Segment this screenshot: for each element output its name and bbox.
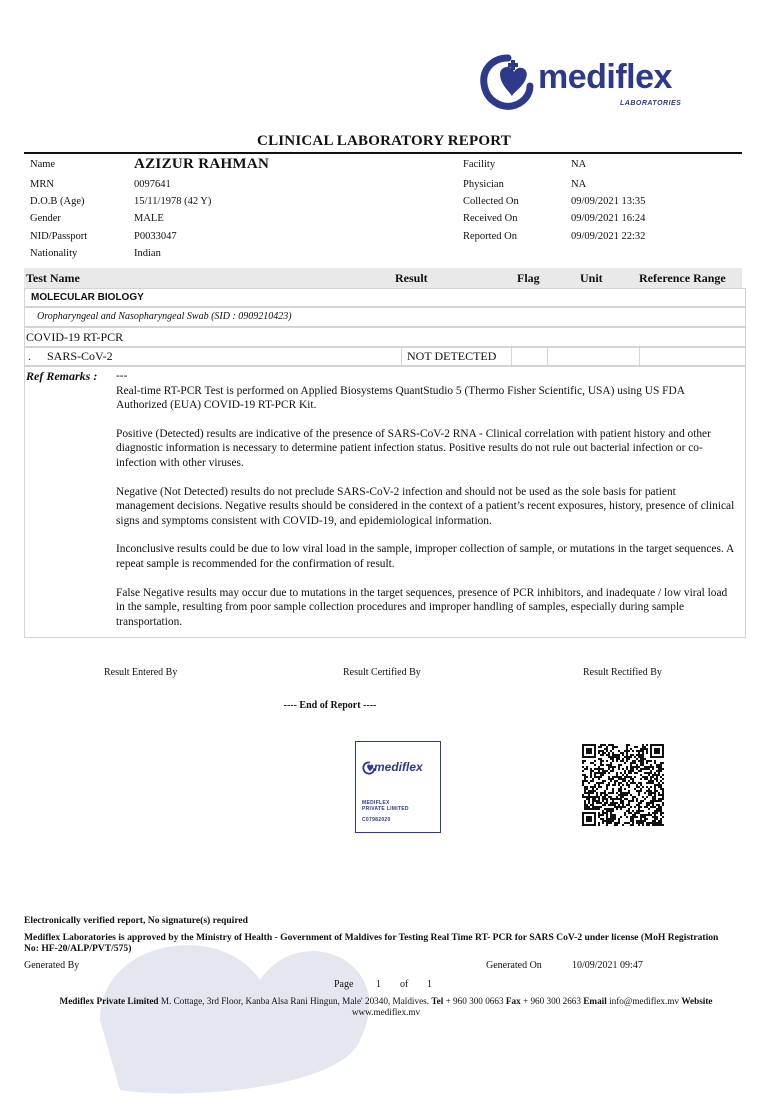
patient-nid: P0033047 [134, 231, 177, 242]
tel-value: + 960 300 0663 [443, 996, 506, 1006]
page-current: 1 [376, 979, 381, 990]
received-on: 09/09/2021 16:24 [571, 213, 646, 224]
remarks-paragraph: Real-time RT-PCR Test is performed on Applied Biosystems QuantStudio 5 (Thermo Fisher Scientific, USA) using US FDA Authorized (EUA) COVID-19 RT-PCR Kit. [116, 384, 685, 412]
row-result: NOT DETECTED [407, 349, 497, 363]
remarks-text [116, 369, 736, 643]
specimen-label: Oropharyngeal and Nasopharyngeal Swab (SID : 0909210423) [37, 311, 292, 322]
label-nid: NID/Passport [30, 231, 88, 242]
stamp-line2: PRIVATE LIMITED [362, 806, 409, 812]
stamp-line1: MEDIFLEX [362, 800, 390, 806]
flag-cell [511, 348, 548, 365]
col-test-name: Test Name [26, 271, 80, 285]
section-label: MOLECULAR BIOLOGY [31, 292, 144, 303]
label-collected: Collected On [463, 196, 519, 207]
company-address: M. Cottage, 3rd Floor, Kanba Alsa Rani Hingun, Male' 20340, Maldives. [158, 996, 432, 1006]
col-reference: Reference Range [639, 271, 726, 285]
stamp-line3: C07982020 [362, 817, 391, 823]
label-name: Name [30, 159, 56, 170]
logo-wordmark: mediflex [538, 58, 672, 96]
end-of-report: ---- End of Report ---- [283, 700, 377, 711]
result-entered-by: Result Entered By [104, 667, 178, 678]
remarks-dash: --- [116, 370, 128, 382]
specimen-row [24, 307, 746, 327]
patient-nationality: Indian [134, 248, 161, 259]
logo-subtitle: LABORATORIES [620, 100, 682, 107]
test-group-row [24, 327, 746, 347]
label-reported: Reported On [463, 231, 517, 242]
col-flag: Flag [517, 271, 540, 285]
company-name: Mediflex Private Limited [59, 996, 159, 1006]
email-value[interactable]: info@mediflex.mv [606, 996, 682, 1006]
generated-by-label: Generated By [24, 960, 80, 971]
row-bullet: . [28, 349, 31, 363]
tel-label: Tel [431, 996, 444, 1006]
results-table-header [24, 268, 742, 288]
approval-note: Mediflex Laboratories is approved by the Ministry of Health - Government of Maldives for Testing Real Time RT- PCR for SARS CoV-2 under license (MoH Registration No: HF-20/ALP/PVT/575) [24, 932, 719, 954]
remarks-paragraph: False Negative results may occur due to mutations in the target sequences, presence of PCR inhibitors, and inadequate / low viral load in the sample, resulting from poor sample collection procedures and improper handling of samples, especially during sample transportation. [116, 586, 728, 628]
website-value[interactable]: www.mediflex.mv [351, 1007, 421, 1017]
label-dob: D.O.B (Age) [30, 196, 85, 207]
email-label: Email [583, 996, 607, 1006]
row-test-name: SARS-CoV-2 [47, 349, 113, 363]
patient-name: AZIZUR RAHMAN [134, 156, 270, 172]
reference-cell [639, 348, 746, 365]
label-received: Received On [463, 213, 518, 224]
unit-cell [547, 348, 640, 365]
remarks-paragraph: Negative (Not Detected) results do not preclude SARS-CoV-2 infection and should not be used as the sole basis for patient management decisions. Negative results should be considered in the context of a patient’s recent exposures, history, presence of clinical signs and symptoms consistent with COVID-19, and epidemiological information. [116, 485, 735, 527]
label-facility: Facility [463, 159, 496, 170]
patient-physician: NA [571, 179, 587, 190]
col-result: Result [395, 271, 428, 285]
result-cell [401, 348, 510, 365]
result-rectified-by: Result Rectified By [583, 667, 662, 678]
patient-dob: 15/11/1978 (42 Y) [134, 196, 212, 207]
result-certified-by: Result Certified By [343, 667, 421, 678]
fax-value: + 960 300 2663 [520, 996, 584, 1006]
page-of: of [400, 979, 409, 990]
generated-on: 10/09/2021 09:47 [572, 960, 643, 971]
company-address-line [24, 996, 748, 1018]
website-label: Website [681, 996, 713, 1006]
generated-on-label: Generated On [486, 960, 542, 971]
page-label: Page [334, 979, 354, 990]
label-gender: Gender [30, 213, 61, 224]
table-row [24, 347, 746, 366]
remarks-paragraph: Positive (Detected) results are indicative of the presence of SARS-CoV-2 RNA - Clinical correlation with patient history and other diagnostic information is necessary to determine patient infection status. Positive results do not rule out bacterial infection or co-infection with other viruses. [116, 427, 711, 469]
remarks-label: Ref Remarks : [26, 369, 98, 383]
label-physician: Physician [463, 179, 504, 190]
title-divider [24, 152, 742, 154]
page-total: 1 [427, 979, 432, 990]
patient-facility: NA [571, 159, 587, 170]
fax-label: Fax [505, 996, 521, 1006]
reported-on: 09/09/2021 22:32 [571, 231, 646, 242]
col-unit: Unit [580, 271, 603, 285]
verified-note: Electronically verified report, No signature(s) required [24, 915, 249, 926]
patient-mrn: 0097641 [134, 179, 171, 190]
test-group-name: COVID-19 RT-PCR [26, 330, 124, 344]
qr-code [582, 743, 664, 827]
label-mrn: MRN [30, 179, 54, 190]
label-nationality: Nationality [30, 248, 78, 259]
collected-on: 09/09/2021 13:35 [571, 196, 646, 207]
company-stamp [355, 741, 441, 833]
mediflex-logo-icon [478, 52, 538, 112]
patient-gender: MALE [134, 213, 164, 224]
stamp-name: mediflex [374, 760, 423, 774]
report-title: CLINICAL LABORATORY REPORT [257, 133, 511, 149]
section-row [24, 288, 746, 307]
mediflex-logo [478, 52, 682, 114]
remarks-paragraph: Inconclusive results could be due to low viral load in the sample, improper collection of sample, or mutations in the target sequences. A repeat sample is recommended for the confirmation of result. [116, 543, 734, 570]
